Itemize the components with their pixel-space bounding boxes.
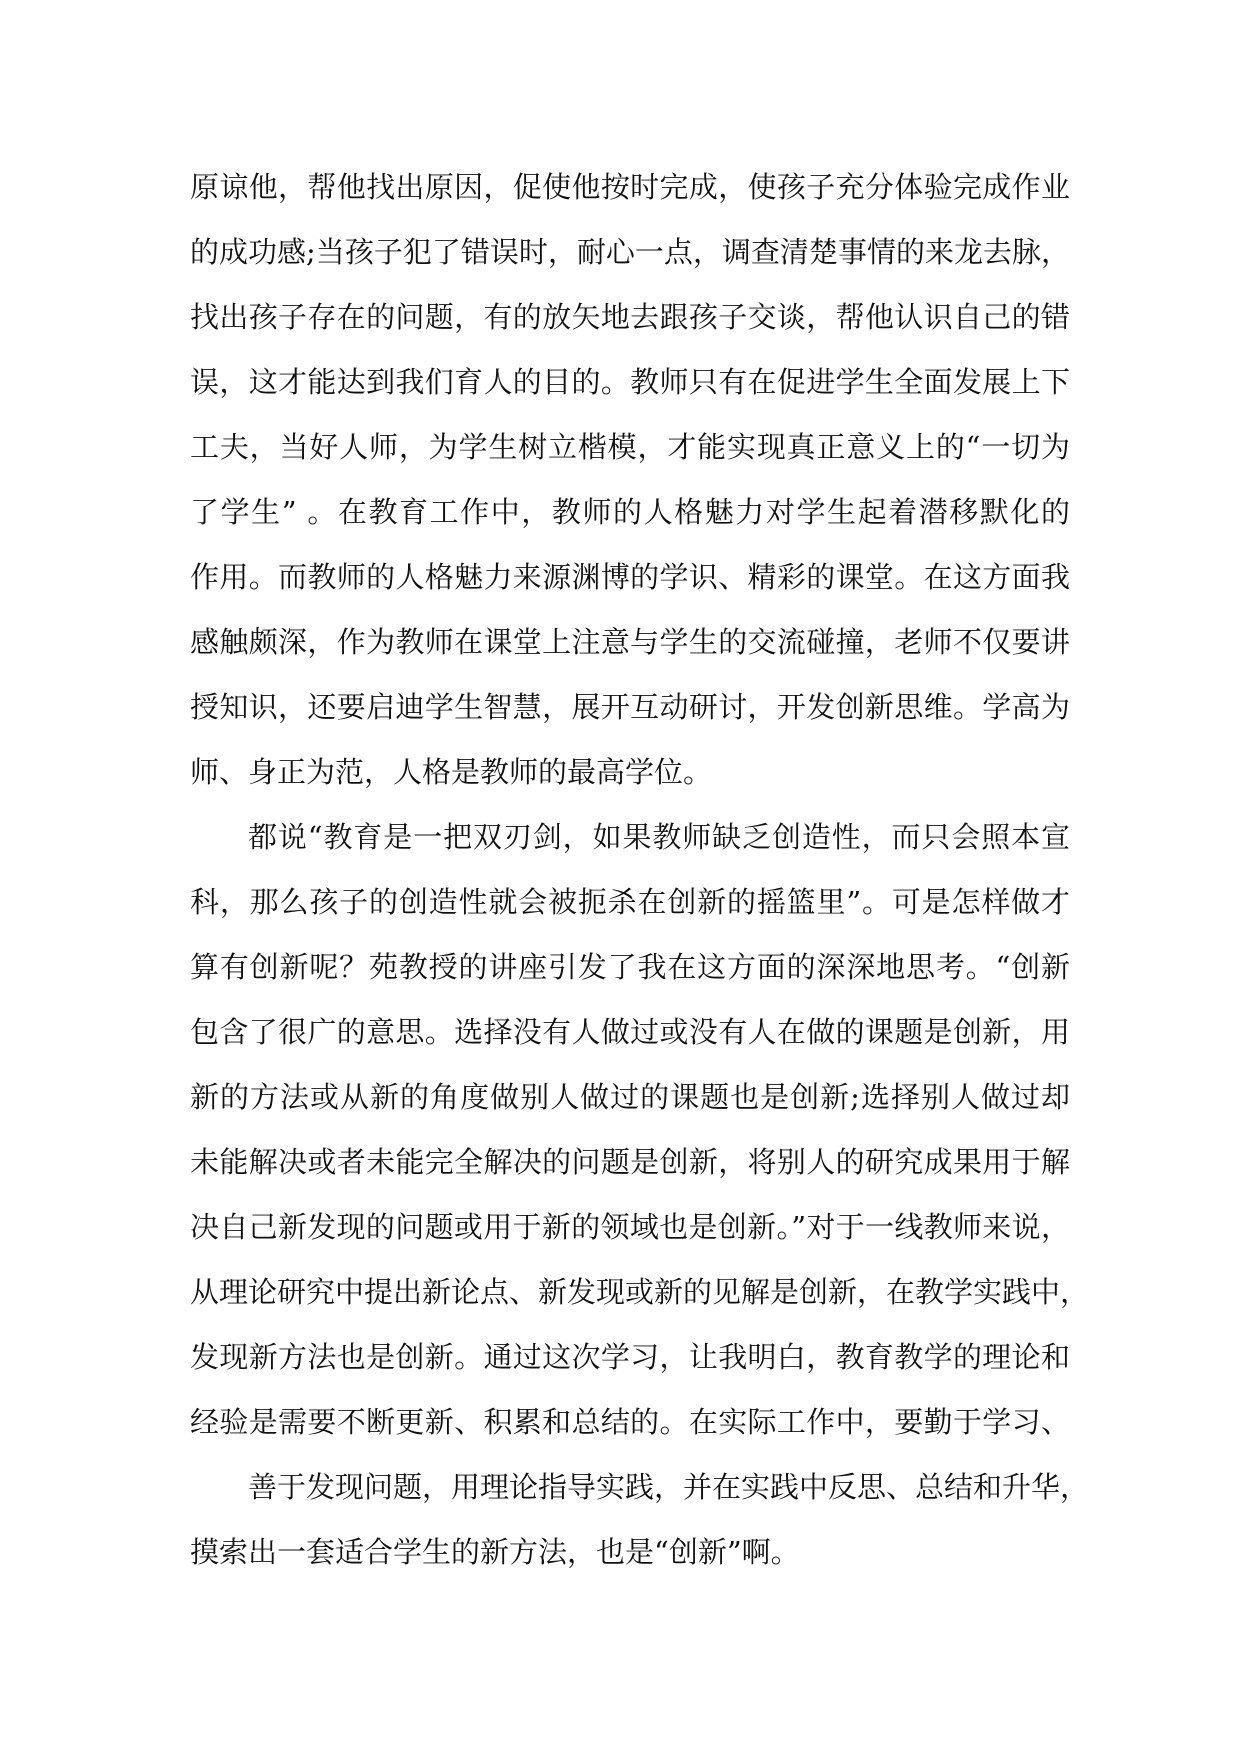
text-line: 误，这才能达到我们育人的目的。教师只有在促进学生全面发展上下 bbox=[190, 365, 1070, 399]
text-line: 未能解决或者未能完全解决的问题是创新，将别人的研究成果用于解 bbox=[190, 1145, 1070, 1179]
text-line: 师、身正为范，人格是教师的最高学位。 bbox=[190, 755, 713, 789]
text-line: 科，那么孩子的创造性就会被扼杀在创新的摇篮里”。可是怎样做才 bbox=[190, 885, 1070, 919]
text-line: 善于发现问题，用理论指导实践，并在实践中反思、总结和升华， bbox=[248, 1470, 1090, 1504]
text-line: 作用。而教师的人格魅力来源渊博的学识、精彩的课堂。在这方面我 bbox=[190, 560, 1070, 594]
text-line: 原谅他，帮他找出原因，促使他按时完成，使孩子充分体验完成作业 bbox=[190, 170, 1070, 204]
text-line: 授知识，还要启迪学生智慧，展开互动研讨，开发创新思维。学高为 bbox=[190, 690, 1070, 724]
text-line: 工夫，当好人师，为学生树立楷模，才能实现真正意义上的“一切为 bbox=[190, 430, 1070, 464]
text-line: 了学生” 。在教育工作中，教师的人格魅力对学生起着潜移默化的 bbox=[190, 495, 1070, 529]
text-line: 感触颇深，作为教师在课堂上注意与学生的交流碰撞，老师不仅要讲 bbox=[190, 625, 1070, 659]
text-line: 新的方法或从新的角度做别人做过的课题也是创新;选择别人做过却 bbox=[190, 1080, 1070, 1114]
text-line: 发现新方法也是创新。通过这次学习，让我明白，教育教学的理论和 bbox=[190, 1340, 1070, 1374]
text-line: 算有创新呢？苑教授的讲座引发了我在这方面的深深地思考。“创新 bbox=[190, 950, 1070, 984]
text-line: 找出孩子存在的问题，有的放矢地去跟孩子交谈，帮他认识自己的错 bbox=[190, 300, 1070, 334]
text-line: 决自己新发现的问题或用于新的领域也是创新。”对于一线教师来说， bbox=[190, 1210, 1070, 1244]
text-line: 都说“教育是一把双刃剑，如果教师缺乏创造性，而只会照本宣 bbox=[248, 820, 1070, 854]
text-line: 从理论研究中提出新论点、新发现或新的见解是创新，在教学实践中， bbox=[190, 1275, 1090, 1309]
body-text bbox=[190, 155, 1090, 1585]
text-line: 的成功感;当孩子犯了错误时，耐心一点，调查清楚事情的来龙去脉， bbox=[190, 235, 1070, 269]
text-line: 经验是需要不断更新、积累和总结的。在实际工作中，要勤于学习、 bbox=[190, 1405, 1070, 1439]
text-line: 摸索出一套适合学生的新方法，也是“创新”啊。 bbox=[190, 1535, 800, 1569]
text-line: 包含了很广的意思。选择没有人做过或没有人在做的课题是创新，用 bbox=[190, 1015, 1070, 1049]
